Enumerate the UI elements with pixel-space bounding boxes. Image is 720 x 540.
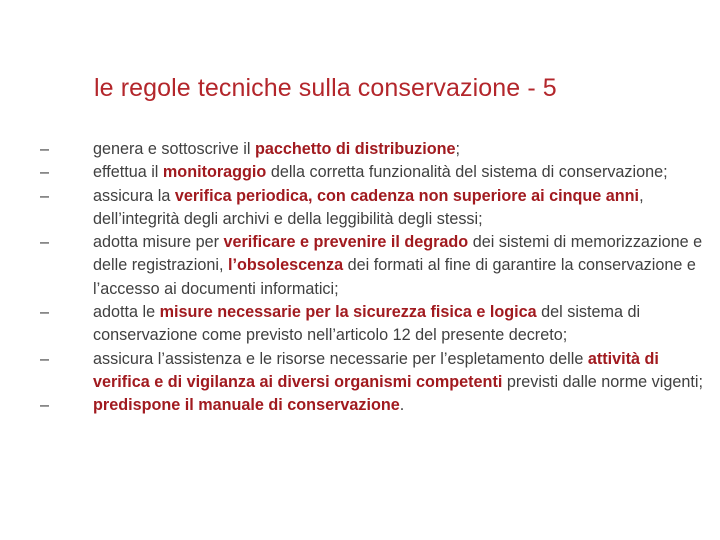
bullet-list: [40, 138, 716, 418]
bullet-dash: –: [40, 163, 50, 182]
bullet-dash: –: [40, 396, 50, 415]
bullet-text: effettua il: [93, 163, 163, 182]
bullet-text: del sistema di conservazione come previsto nell’articolo 12 del presente decreto;: [93, 303, 645, 345]
bullet-text: ;: [455, 140, 461, 158]
bullet-text: previsti dalle norme vigenti;: [502, 372, 703, 391]
bullet-text: .: [399, 396, 405, 415]
bullet-text: assicura la: [93, 186, 175, 205]
highlighted-text: l’obsolescenza: [227, 256, 344, 275]
highlighted-text: monitoraggio: [162, 163, 267, 182]
slide-title: le regole tecniche sulla conservazione - 5: [94, 74, 557, 102]
bullet-dash: –: [40, 140, 50, 158]
bullet-item: [40, 161, 716, 184]
bullet-text: genera e sottoscrive il: [93, 140, 255, 158]
bullet-dash: –: [40, 303, 50, 322]
bullet-dash: –: [40, 349, 50, 368]
bullet-dash: –: [40, 233, 50, 252]
bullet-text: adotta le: [93, 303, 160, 322]
bullet-text: dei formati al fine di garantire la conservazione e l’accesso ai documenti informatici;: [93, 256, 701, 298]
bullet-item: [40, 394, 716, 417]
bullet-item: [40, 301, 716, 348]
bullet-text: adotta misure per: [93, 233, 224, 252]
bullet-text: assicura l’assistenza e le risorse necessarie per l’espletamento delle: [93, 349, 588, 368]
bullet-item: [40, 185, 716, 232]
bullet-text: , dell’integrità degli archivi e della leggibilità degli stessi;: [93, 186, 649, 228]
bullet-dash: –: [40, 186, 50, 205]
highlighted-text: pacchetto di distribuzione: [254, 140, 456, 158]
bullet-item: [40, 348, 716, 395]
highlighted-text: misure necessarie per la sicurezza fisica e logica: [159, 303, 537, 322]
bullet-item: [40, 231, 716, 301]
bullet-item: [40, 138, 716, 161]
highlighted-text: predispone il manuale di conservazione: [93, 396, 400, 415]
highlighted-text: verifica periodica, con cadenza non superiore ai cinque anni: [174, 186, 640, 205]
highlighted-text: attività di verifica e di vigilanza ai diversi organismi competenti: [93, 349, 664, 391]
highlighted-text: verificare e prevenire il degrado: [223, 233, 469, 252]
bullet-text: dei sistemi di memorizzazione e delle registrazioni,: [93, 233, 707, 275]
bullet-text: della corretta funzionalità del sistema di conservazione;: [266, 163, 668, 182]
